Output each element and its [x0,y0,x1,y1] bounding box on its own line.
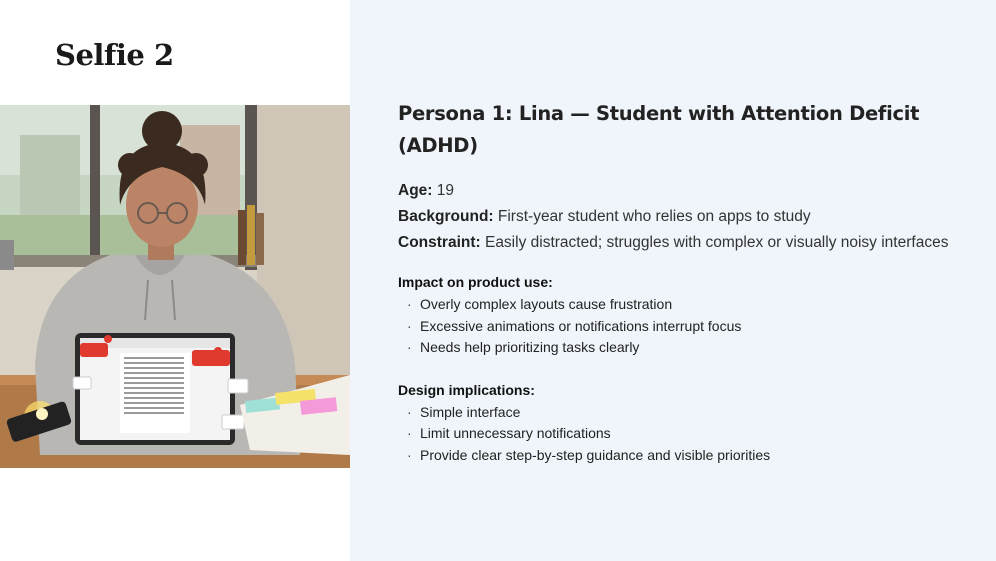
slide-title: Selfie 2 [55,38,174,72]
background-line [398,204,958,230]
design-heading: Design implications: [398,381,535,398]
persona-content [398,98,958,466]
design-section [398,380,958,467]
impact-section [398,272,958,359]
impact-heading: Impact on product use: [398,274,553,290]
list-item: · Provide clear step-by-step guidance and visible priorities [407,445,958,467]
list-item: · Needs help prioritizing tasks clearly [407,337,958,359]
age-line [398,178,958,204]
age-label: Age: [398,182,433,199]
constraint-value: Easily distracted; struggles with complex or visually noisy interfaces [480,234,949,251]
impact-list [398,294,958,359]
background-label: Background: [398,208,494,225]
list-item: · Excessive animations or notifications interrupt focus [407,316,958,338]
constraint-label: Constraint: [398,234,481,251]
persona-heading: Persona 1: Lina — Student with Attention Deficit (ADHD) [398,102,920,157]
constraint-line [398,230,958,256]
list-item: · Overly complex layouts cause frustration [407,294,958,316]
list-item: · Simple interface [407,402,958,424]
list-item: · Limit unnecessary notifications [407,423,958,445]
background-value: First-year student who relies on apps to study [493,208,811,225]
age-value: 19 [432,182,455,199]
persona-photo [0,105,350,468]
design-list [398,402,958,467]
